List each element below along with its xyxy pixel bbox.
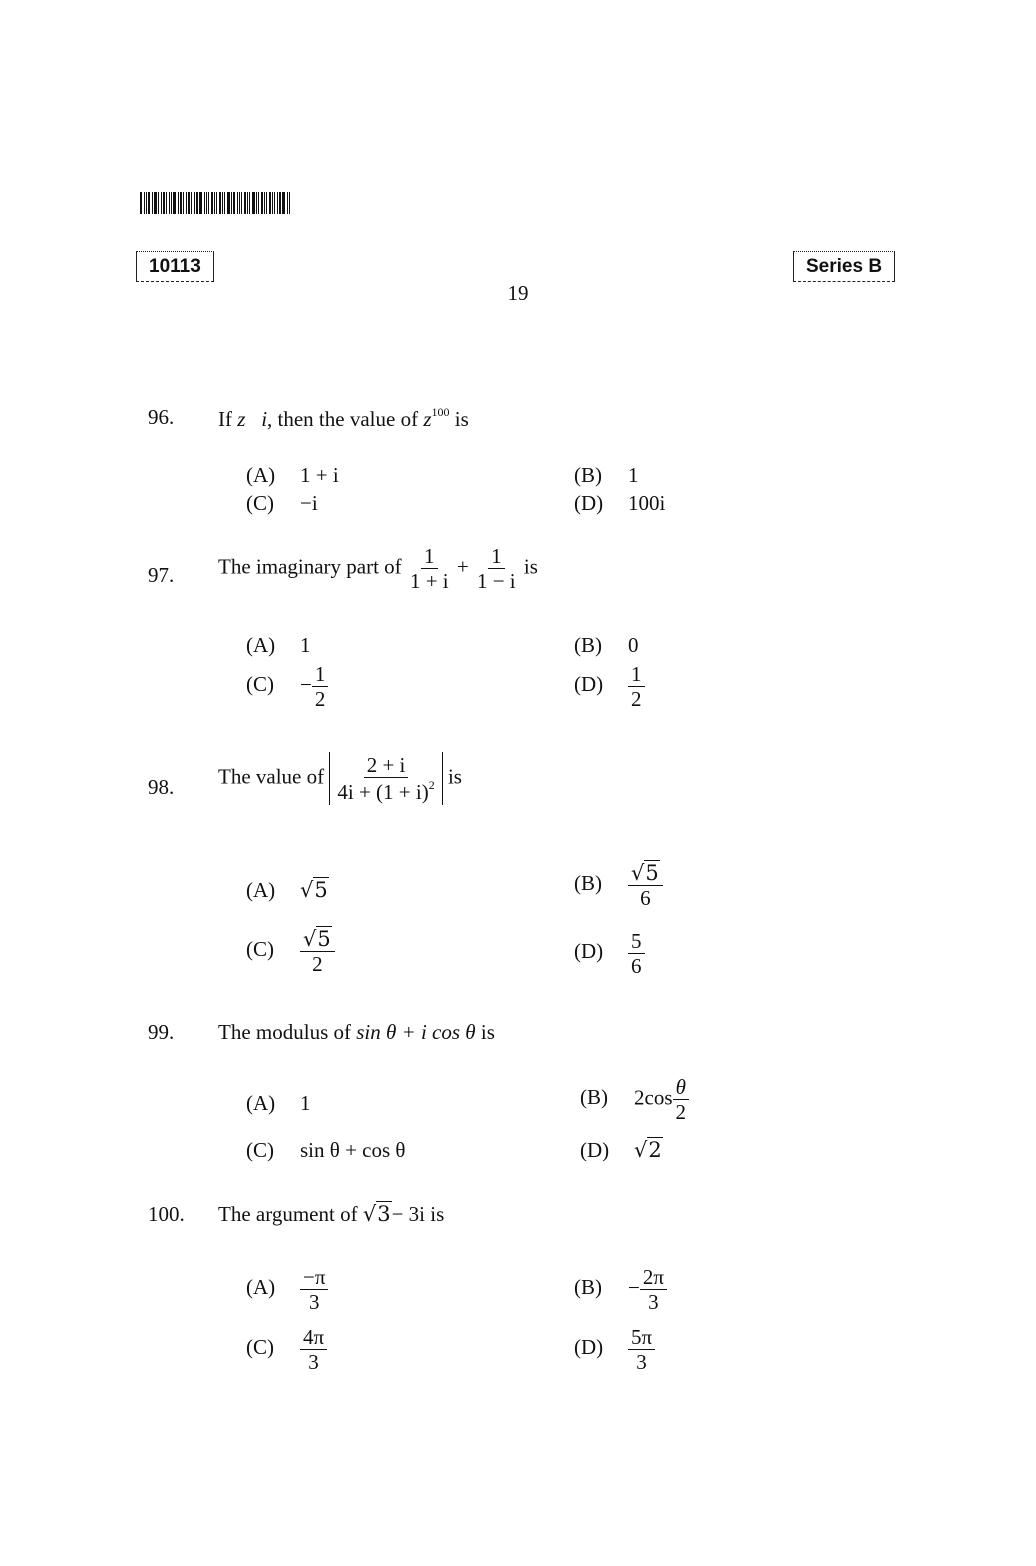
barcode-bar: [204, 192, 205, 214]
option-97-c: (C) − $\frac{1}{2}$: [246, 663, 328, 710]
barcode: [140, 192, 300, 214]
barcode-bar: [272, 192, 273, 214]
question-text-97: The imaginary part of $\frac{1}{1 + i}$ + $\frac{1}{1 - i}$ is: [218, 544, 538, 594]
barcode-bar: [171, 192, 172, 214]
question-number-100: 100.: [148, 1202, 185, 1226]
barcode-bar: [158, 192, 159, 214]
barcode-bar: [224, 192, 225, 214]
barcode-bar: [214, 192, 215, 214]
page-number: 19: [507, 281, 529, 305]
barcode-bar: [146, 192, 147, 214]
barcode-bar: [241, 192, 242, 214]
barcode-bar: [196, 192, 198, 214]
barcode-bar: [154, 192, 157, 214]
barcode-bar: [233, 192, 235, 214]
question-number-97: 97.: [148, 563, 175, 587]
option-96-a: (A) 1 + i: [246, 463, 339, 487]
expr-97-frac-1: $\frac{1}{1 + i}$: [409, 544, 449, 594]
option-98-b: (B) $\frac{√5}{6}$: [574, 862, 663, 909]
question-text-98: The value of $\frac{2 + i}{4i + (1 + i)^2}$ is: [218, 753, 462, 805]
barcode-bar: [169, 192, 170, 214]
expr-98-abs: $\frac{2 + i}{4i + (1 + i)^2}$: [329, 752, 442, 805]
barcode-bar: [216, 192, 217, 214]
barcode-bar: [287, 192, 288, 214]
option-98-c: (C) $\frac{√5}{2}$: [246, 928, 335, 975]
barcode-bar: [183, 192, 184, 214]
option-96-b: (B) 1: [574, 463, 639, 487]
option-99-b: (B) 2cos $\frac{\theta}{2}$: [580, 1076, 689, 1123]
barcode-bar: [227, 192, 230, 214]
barcode-bar: [239, 192, 240, 214]
barcode-bar: [199, 192, 202, 214]
barcode-bar: [188, 192, 190, 214]
option-97-d: (D) $\frac{1}{2}$: [574, 663, 645, 710]
barcode-bar: [231, 192, 232, 214]
option-99-c: (C) sin θ + cos θ: [246, 1138, 406, 1162]
barcode-bar: [237, 192, 238, 214]
barcode-bar: [252, 192, 255, 214]
barcode-bar: [140, 192, 142, 214]
barcode-bar: [249, 192, 250, 214]
question-text-99: The modulus of sin θ + i cos θ is: [218, 1020, 495, 1044]
barcode-bar: [148, 192, 150, 214]
question-number-98: 98.: [148, 775, 175, 799]
barcode-bar: [194, 192, 195, 214]
barcode-bar: [219, 192, 221, 214]
question-text-96: If z i, then the value of $z^{100}$ is: [218, 405, 469, 431]
barcode-bar: [274, 192, 275, 214]
barcode-bar: [163, 192, 165, 214]
barcode-bar: [166, 192, 167, 214]
barcode-bar: [256, 192, 257, 214]
option-100-d: (D) $\frac{5\pi}{3}$: [574, 1326, 655, 1373]
barcode-bar: [144, 192, 145, 214]
option-97-a: (A) 1: [246, 633, 311, 657]
option-98-a: (A) √5: [246, 878, 328, 902]
question-number-96: 96.: [148, 405, 175, 429]
option-100-b: (B) − $\frac{2\pi}{3}$: [574, 1266, 667, 1313]
barcode-bar: [277, 192, 278, 214]
option-100-c: (C) $\frac{4\pi}{3}$: [246, 1326, 327, 1373]
series-box: Series B: [793, 251, 895, 282]
option-100-a: (A) $\frac{-\pi}{3}$: [246, 1266, 328, 1313]
barcode-bar: [264, 192, 265, 214]
barcode-bar: [152, 192, 153, 214]
option-98-d: (D) $\frac{5}{6}$: [574, 930, 645, 977]
barcode-bar: [161, 192, 162, 214]
paper-code-box: 10113: [136, 251, 214, 282]
barcode-bar: [258, 192, 259, 214]
barcode-bar: [208, 192, 209, 214]
barcode-bar: [178, 192, 179, 214]
barcode-bar: [279, 192, 281, 214]
barcode-bar: [180, 192, 182, 214]
barcode-bar: [247, 192, 248, 214]
barcode-bar: [191, 192, 192, 214]
expr-97-frac-2: $\frac{1}{1 - i}$: [476, 544, 516, 594]
option-99-d: (D) √2: [580, 1138, 662, 1162]
barcode-bar: [244, 192, 246, 214]
barcode-bar: [289, 192, 290, 214]
question-text-100: The argument of √3− 3i is: [218, 1202, 445, 1226]
question-number-99: 99.: [148, 1020, 175, 1044]
barcode-bar: [186, 192, 187, 214]
barcode-bar: [222, 192, 223, 214]
option-96-c: (C) −i: [246, 491, 318, 515]
option-97-b: (B) 0: [574, 633, 639, 657]
barcode-bar: [266, 192, 267, 214]
option-99-a: (A) 1: [246, 1091, 311, 1115]
barcode-bar: [261, 192, 263, 214]
barcode-bar: [206, 192, 207, 214]
barcode-bar: [269, 192, 271, 214]
option-96-d: (D) 100i: [574, 491, 666, 515]
barcode-bar: [173, 192, 176, 214]
barcode-bar: [282, 192, 285, 214]
barcode-bar: [211, 192, 213, 214]
